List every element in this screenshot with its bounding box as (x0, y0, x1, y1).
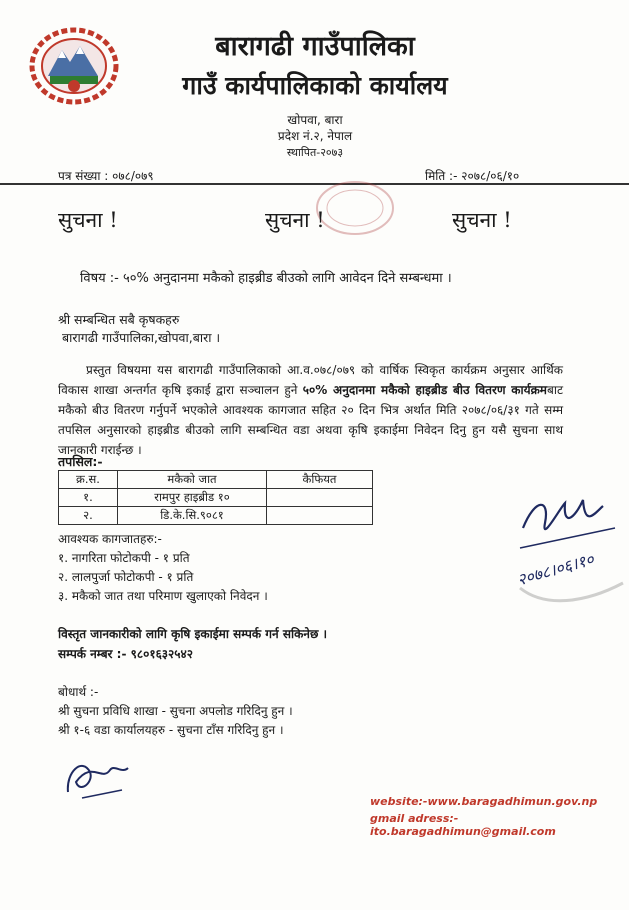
contact-info: विस्तृत जानकारीको लागि कृषि इकाईमा सम्पर्क गर्न सकिनेछ । (58, 627, 328, 641)
notice-heading-center: सुचना ! (265, 208, 325, 232)
cc-item: श्री १-६ वडा कार्यालयहरु - सुचना टाँस गरिदिनु हुन । (58, 723, 284, 737)
body-text-bold: ५०% अनुदानमा मकैको हाइब्रीड बीउ वितरण कार्यक्रम (302, 383, 547, 397)
seed-table (58, 470, 373, 525)
document-item: १. नागरिता फोटोकपी - १ प्रति (58, 551, 190, 565)
table-label: तपसिल:- (58, 454, 103, 469)
established-line: स्थापित-२०७३ (286, 146, 344, 159)
table-cell (267, 489, 373, 507)
table-header: क्र.स. (59, 471, 118, 489)
table-row (59, 489, 373, 507)
body-paragraph (58, 360, 563, 460)
table-cell: १. (59, 489, 118, 507)
table-header-row (59, 471, 373, 489)
office-name: गाउँ कार्यपालिकाको कार्यालय (182, 71, 448, 100)
notice-heading-left: सुचना ! (58, 208, 118, 232)
table-cell (267, 507, 373, 525)
org-name: बारागढी गाउँपालिका (215, 31, 415, 62)
cc-item: श्री सुचना प्रविधि शाखा - सुचना अपलोड गरिदिनु हुन । (58, 704, 293, 718)
address-line-2: प्रदेश नं.२, नेपाल (277, 129, 353, 143)
table-header: मकैको जात (118, 471, 267, 489)
table-cell: डि.के.सि.९०८१ (118, 507, 267, 525)
table-cell: २. (59, 507, 118, 525)
addressee-line-2: बारागढी गाउँपालिका,खोपवा,बारा । (62, 330, 221, 345)
handwritten-date: २०७८।०६।१० (515, 549, 596, 590)
address-line-1: खोपवा, बारा (287, 113, 343, 127)
cc-label: बोधार्थ :- (58, 685, 99, 699)
document-item: २. लालपुर्जा फोटोकपी - १ प्रति (58, 570, 194, 584)
table-cell: रामपुर हाइब्रीड १० (118, 489, 267, 507)
footer-website: website:-www.baragadhimun.gov.np (370, 795, 598, 808)
body-text-1: प्रस्तुत विषयमा यस बारागढी गाउँपालिकाको आ.व.०७८/०७९ को वार्षिक स्विकृत कार्यक्रम अनुसार आर्थिक विकास शाखा अन्तर्गत कृषि इकाई द्वारा सञ्चालन हुने (58, 363, 563, 397)
addressee-line-1: श्री सम्बन्धित सबै कृषकहरु (58, 312, 180, 327)
subject-line: विषय :- ५०% अनुदानमा मकैको हाइब्रीड बीउको लागि आवेदन दिने सम्बन्धमा । (80, 271, 452, 286)
body-text-2: बाट मकैको बीउ वितरण गर्नुपर्ने भएकोले आवश्यक कागजात सहित २० दिन भित्र अर्थात मिति २०७८/०६/३१ गते सम्म तपसिल अनुसारको हाइब्रीड बीउको लागि सम्बन्धित वडा अथवा कृषि इकाईमा निवेदन दिनु हुन यसै सुचना साथ जानकारी गराईन्छ । (58, 383, 563, 457)
contact-number: सम्पर्क नम्बर :- ९८०१६३२५४२ (58, 647, 194, 661)
notice-heading-right: सुचना ! (452, 208, 512, 232)
documents-label: आवश्यक कागजातहरु:- (58, 532, 162, 546)
table-row (59, 507, 373, 525)
reference-number: पत्र संख्या : ०७८/०७९ (58, 169, 154, 183)
letter-date: मिति :- २०७८/०६/१० (425, 169, 520, 183)
initial-signature (62, 752, 132, 802)
municipality-logo (28, 26, 120, 106)
footer-email: gmail adress:-ito.baragadhimun@gmail.com (370, 812, 556, 838)
table-header: कैफियत (267, 471, 373, 489)
document-item: ३. मकैको जात तथा परिमाण खुलाएको निवेदन । (58, 589, 268, 603)
